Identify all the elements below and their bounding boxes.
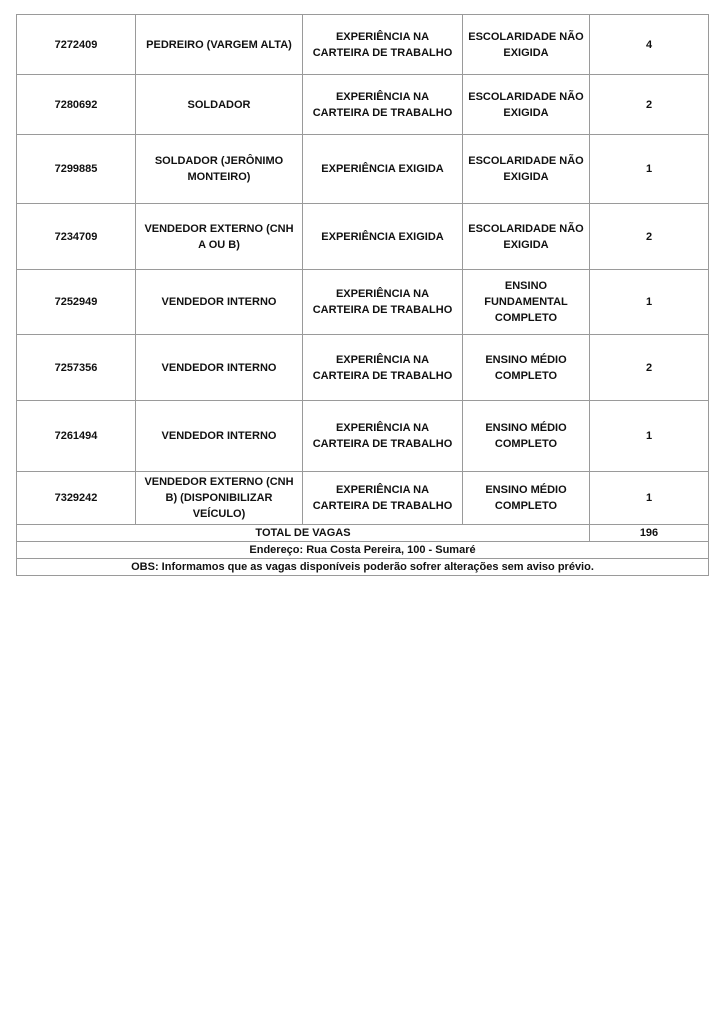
job-vacancies: 1 <box>590 472 709 525</box>
job-education: ENSINO MÉDIO COMPLETO <box>463 335 590 401</box>
job-role: VENDEDOR EXTERNO (CNH A OU B) <box>136 204 303 270</box>
total-row <box>17 525 709 542</box>
job-code: 7234709 <box>17 204 136 270</box>
job-vacancies: 2 <box>590 75 709 135</box>
job-role: VENDEDOR INTERNO <box>136 401 303 472</box>
job-education: ENSINO MÉDIO COMPLETO <box>463 401 590 472</box>
table-row <box>17 335 709 401</box>
job-vacancies-table <box>16 14 709 576</box>
obs-text: OBS: Informamos que as vagas disponíveis poderão sofrer alterações sem aviso prévio. <box>17 559 709 576</box>
job-code: 7272409 <box>17 15 136 75</box>
job-experience: EXPERIÊNCIA NA CARTEIRA DE TRABALHO <box>303 401 463 472</box>
job-education: ENSINO MÉDIO COMPLETO <box>463 472 590 525</box>
table-row <box>17 135 709 204</box>
job-role: PEDREIRO (VARGEM ALTA) <box>136 15 303 75</box>
job-experience: EXPERIÊNCIA NA CARTEIRA DE TRABALHO <box>303 75 463 135</box>
job-code: 7299885 <box>17 135 136 204</box>
job-vacancies: 4 <box>590 15 709 75</box>
address-text: Endereço: Rua Costa Pereira, 100 - Sumaré <box>17 542 709 559</box>
job-education: ESCOLARIDADE NÃO EXIGIDA <box>463 75 590 135</box>
job-experience: EXPERIÊNCIA EXIGIDA <box>303 135 463 204</box>
job-role: VENDEDOR INTERNO <box>136 270 303 335</box>
job-role: SOLDADOR (JERÔNIMO MONTEIRO) <box>136 135 303 204</box>
job-role: VENDEDOR EXTERNO (CNH B) (DISPONIBILIZAR VEÍCULO) <box>136 472 303 525</box>
total-label: TOTAL DE VAGAS <box>17 525 590 542</box>
job-code: 7280692 <box>17 75 136 135</box>
job-vacancies: 2 <box>590 335 709 401</box>
job-code: 7257356 <box>17 335 136 401</box>
job-code: 7329242 <box>17 472 136 525</box>
job-code: 7252949 <box>17 270 136 335</box>
table-row <box>17 204 709 270</box>
job-vacancies: 2 <box>590 204 709 270</box>
job-role: SOLDADOR <box>136 75 303 135</box>
address-row <box>17 542 709 559</box>
total-value: 196 <box>590 525 709 542</box>
job-experience: EXPERIÊNCIA NA CARTEIRA DE TRABALHO <box>303 335 463 401</box>
job-experience: EXPERIÊNCIA NA CARTEIRA DE TRABALHO <box>303 472 463 525</box>
job-experience: EXPERIÊNCIA NA CARTEIRA DE TRABALHO <box>303 15 463 75</box>
table-row <box>17 75 709 135</box>
job-education: ESCOLARIDADE NÃO EXIGIDA <box>463 135 590 204</box>
obs-row <box>17 559 709 576</box>
job-education: ESCOLARIDADE NÃO EXIGIDA <box>463 15 590 75</box>
job-vacancies: 1 <box>590 270 709 335</box>
table-row <box>17 472 709 525</box>
job-experience: EXPERIÊNCIA EXIGIDA <box>303 204 463 270</box>
job-role: VENDEDOR INTERNO <box>136 335 303 401</box>
job-code: 7261494 <box>17 401 136 472</box>
table-row <box>17 270 709 335</box>
job-vacancies: 1 <box>590 401 709 472</box>
job-education: ESCOLARIDADE NÃO EXIGIDA <box>463 204 590 270</box>
table-row <box>17 15 709 75</box>
job-vacancies: 1 <box>590 135 709 204</box>
job-experience: EXPERIÊNCIA NA CARTEIRA DE TRABALHO <box>303 270 463 335</box>
job-education: ENSINO FUNDAMENTAL COMPLETO <box>463 270 590 335</box>
table-row <box>17 401 709 472</box>
